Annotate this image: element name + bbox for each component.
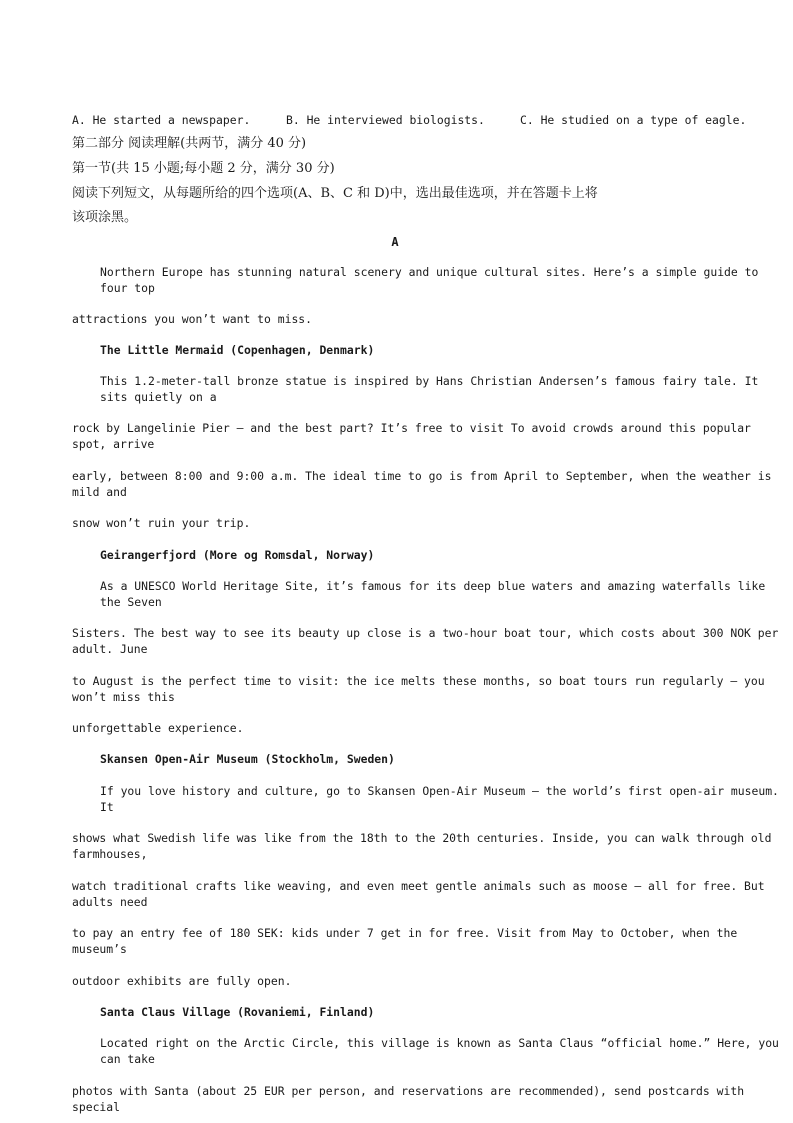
- paragraph-line: outdoor exhibits are fully open.: [72, 974, 292, 988]
- intro-line-1: Northern Europe has stunning natural scenery and unique cultural sites. Here’s a simple guide to four top: [100, 265, 759, 295]
- subsection-title: 第一节(共 15 小题;每小题 2 分，满分 30 分): [72, 161, 335, 176]
- paragraph-line: to August is the perfect time to visit: the ice melts these months, so boat tours run regularly — you won’t miss this: [72, 674, 765, 704]
- attraction-heading: Geirangerfjord (More og Romsdal, Norway): [100, 548, 375, 562]
- option-a: A. He started a newspaper.: [72, 113, 251, 127]
- paragraph-line: watch traditional crafts like weaving, and even meet gentle animals such as moose — all for free. But adults need: [72, 879, 765, 909]
- intro-line-2: attractions you won’t want to miss.: [72, 312, 313, 326]
- option-c: C. He studied on a type of eagle.: [520, 113, 747, 127]
- paragraph-line: This 1.2-meter-tall bronze statue is inspired by Hans Christian Andersen’s famous fairy tale. It sits quietly on a: [100, 374, 759, 404]
- attraction-heading: Skansen Open-Air Museum (Stockholm, Sweden): [100, 752, 395, 766]
- paragraph-line: Sisters. The best way to see its beauty up close is a two-hour boat tour, which costs about 300 NOK per adult. June: [72, 626, 779, 656]
- instruction-line-1: 阅读下列短文，从每题所给的四个选项(A、B、C 和 D)中，选出最佳选项，并在答题卡上将: [72, 186, 598, 201]
- paragraph-line: early, between 8:00 and 9:00 a.m. The ideal time to go is from April to September, when the weather is mild and: [72, 469, 772, 499]
- instruction-line-2: 该项涂黑。: [72, 210, 138, 225]
- part-title: 第二部分 阅读理解(共两节，满分 40 分): [72, 136, 307, 151]
- paragraph-line: unforgettable experience.: [72, 721, 244, 735]
- paragraph-line: to pay an entry fee of 180 SEK: kids under 7 get in for free. Visit from May to October, when the museum’s: [72, 926, 738, 956]
- paragraph-line: snow won’t ruin your trip.: [72, 516, 251, 530]
- attraction-heading: The Little Mermaid (Copenhagen, Denmark): [100, 343, 375, 357]
- answer-options-row: [72, 112, 788, 128]
- passage-label: A: [391, 235, 399, 249]
- paragraph-line: Located right on the Arctic Circle, this village is known as Santa Claus “official home.” Here, you can take: [100, 1036, 779, 1066]
- paragraph-line: shows what Swedish life was like from the 18th to the 20th centuries. Inside, you can walk through old farmhouses,: [72, 831, 772, 861]
- paragraph-line: photos with Santa (about 25 EUR per person, and reservations are recommended), send postcards with special: [72, 1084, 745, 1114]
- paragraph-line: As a UNESCO World Heritage Site, it’s famous for its deep blue waters and amazing waterfalls like the Seven: [100, 579, 766, 609]
- paragraph-line: rock by Langelinie Pier — and the best part? It’s free to visit To avoid crowds around this popular spot, arrive: [72, 421, 751, 451]
- paragraph-line: If you love history and culture, go to Skansen Open-Air Museum — the world’s first open-air museum. It: [100, 784, 779, 814]
- attraction-heading: Santa Claus Village (Rovaniemi, Finland): [100, 1005, 375, 1019]
- option-b: B. He interviewed biologists.: [286, 113, 485, 127]
